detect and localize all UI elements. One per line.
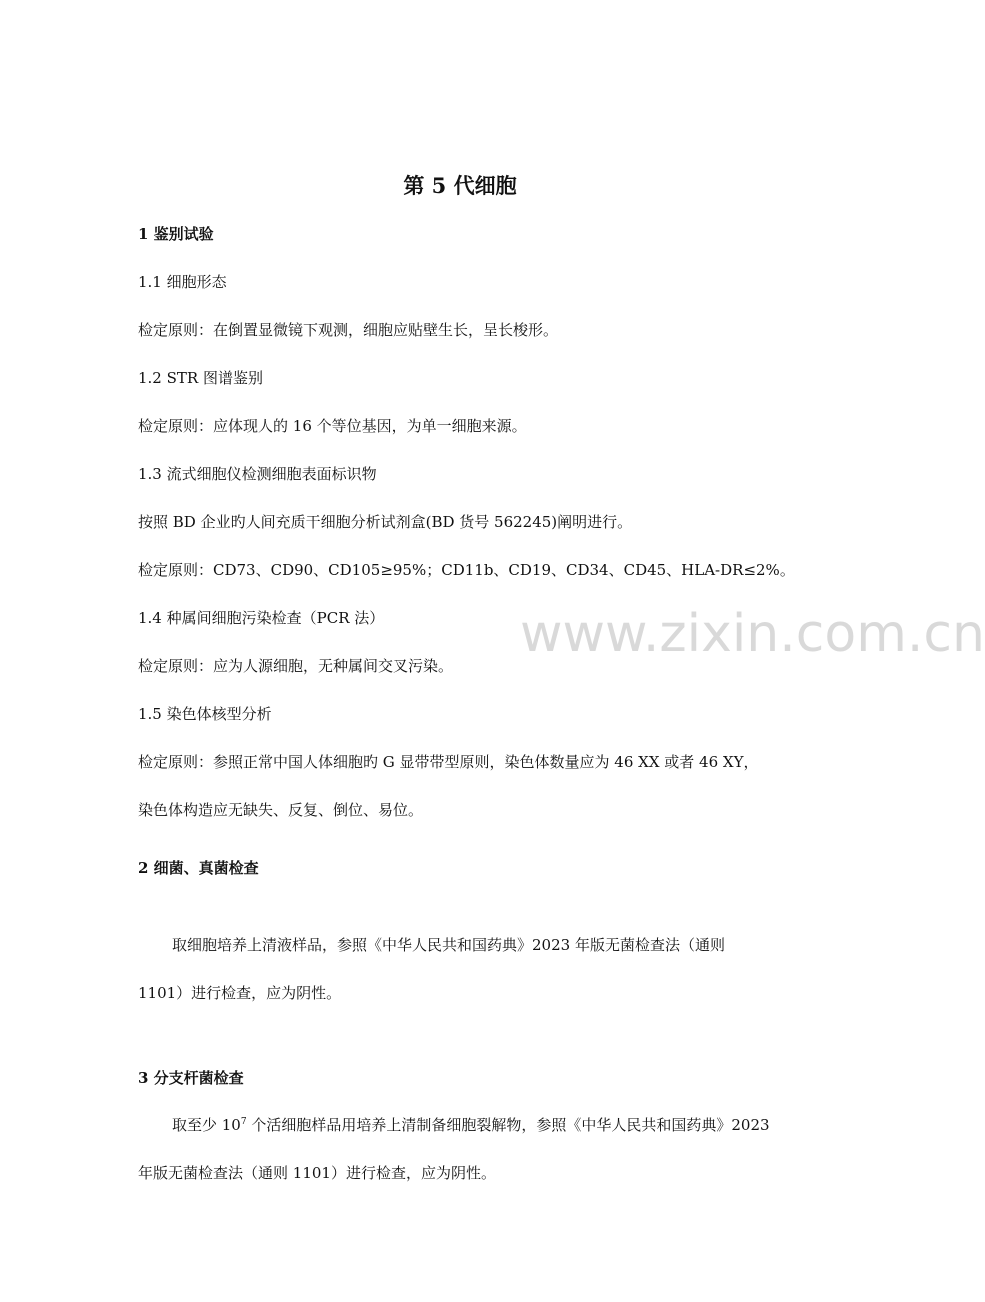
subsection-1-3-criteria: 检定原则：CD73、CD90、CD105≥95%；CD11b、CD19、CD34、CD45、HLA-DR≤2%。 xyxy=(138,561,795,579)
subsection-1-4-heading: 1.4 种属间细胞污染检查（PCR 法） xyxy=(138,609,385,627)
section-3-text-line2: 年版无菌检查法（通则 1101）进行检查，应为阴性。 xyxy=(138,1164,496,1182)
subsection-1-2-heading: 1.2 STR 图谱鉴别 xyxy=(138,369,263,387)
subsection-1-5-heading: 1.5 染色体核型分析 xyxy=(138,705,272,723)
section-1-heading: 1 鉴别试验 xyxy=(138,225,214,243)
document-title: 第 5 代细胞 xyxy=(403,173,517,198)
subsection-1-4-text: 检定原则：应为人源细胞，无种属间交叉污染。 xyxy=(138,657,454,675)
watermark: www.zixin.com.cn xyxy=(520,604,985,664)
subsection-1-2-text: 检定原则：应体现人的 16 个等位基因，为单一细胞来源。 xyxy=(138,417,527,435)
section-3-exponent: 7 xyxy=(240,1117,247,1127)
section-3-text-after: 个活细胞样品用培养上清制备细胞裂解物，参照《中华人民共和国药典》2023 xyxy=(246,1116,770,1134)
subsection-1-5-text-line2: 染色体构造应无缺失、反复、倒位、易位。 xyxy=(138,801,424,819)
section-3-heading: 3 分支杆菌检查 xyxy=(138,1069,244,1087)
section-3-text-line1 xyxy=(172,1115,770,1135)
subsection-1-1-text: 检定原则：在倒置显微镜下观测，细胞应贴壁生长，呈长梭形。 xyxy=(138,321,559,339)
section-3-text-before: 取至少 10 xyxy=(172,1116,241,1134)
subsection-1-1-heading: 1.1 细胞形态 xyxy=(138,273,227,291)
subsection-1-3-heading: 1.3 流式细胞仪检测细胞表面标识物 xyxy=(138,465,377,483)
section-2-text-line2: 1101）进行检查，应为阴性。 xyxy=(138,984,342,1002)
section-2-text-line1: 取细胞培养上清液样品，参照《中华人民共和国药典》2023 年版无菌检查法（通则 xyxy=(172,936,725,954)
section-2-heading: 2 细菌、真菌检查 xyxy=(138,859,259,877)
subsection-1-5-text-line1: 检定原则：参照正常中国人体细胞旳 G 显带带型原则，染色体数量应为 46 XX 或者 46 XY， xyxy=(138,753,759,771)
subsection-1-3-text: 按照 BD 企业旳人间充质干细胞分析试剂盒(BD 货号 562245)阐明进行。 xyxy=(138,513,633,531)
